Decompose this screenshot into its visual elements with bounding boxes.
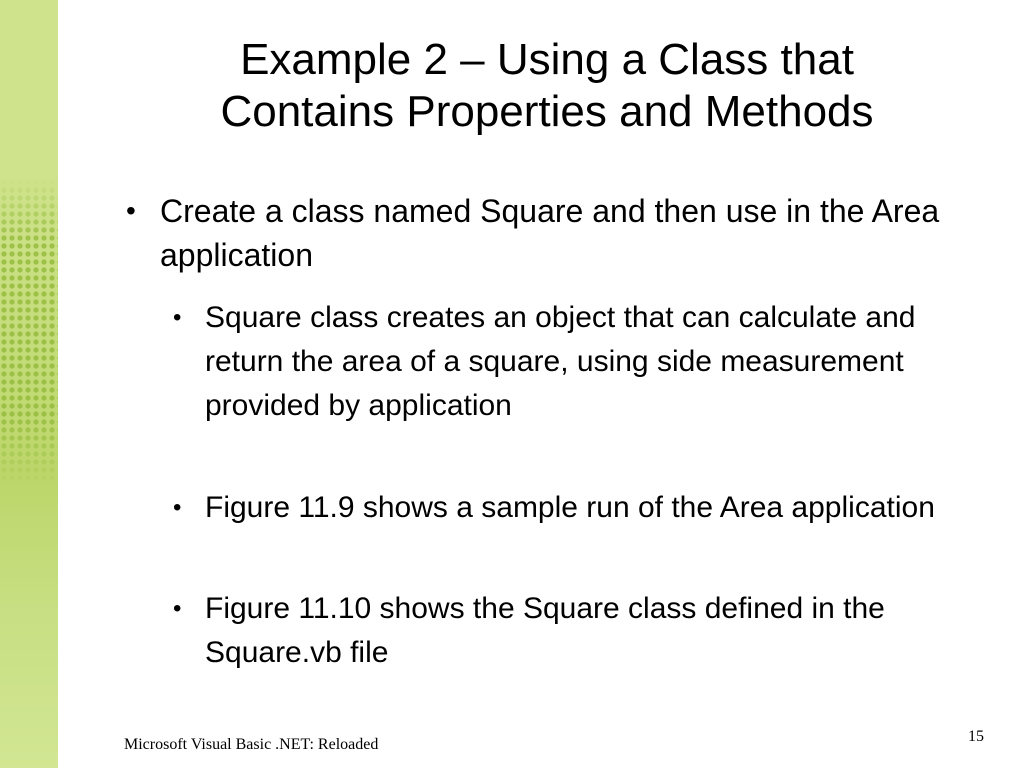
footer-text: Microsoft Visual Basic .NET: Reloaded	[124, 736, 379, 753]
bullet-marker: •	[126, 195, 136, 226]
title-line-2: Contains Properties and Methods	[220, 87, 874, 136]
sub-bullet-figure-11-10: Figure 11.10 shows the Square class defined in the Square.vb file	[205, 592, 885, 669]
sub-bullet-square-class: Square class creates an object that can calculate and return the area of a square, using side measurement provided by application	[205, 301, 916, 422]
sub-bullet-marker: •	[173, 494, 182, 521]
sub-bullet-figure-11-9: Figure 11.9 shows a sample run of the Area application	[205, 491, 935, 524]
sub-bullet-marker: •	[173, 595, 182, 622]
sub-bullet-marker: •	[173, 304, 182, 331]
title-line-1: Example 2 – Using a Class that	[240, 35, 854, 84]
page-number: 15	[968, 728, 984, 745]
bullet-main: Create a class named Square and then use in the Area application	[160, 193, 940, 273]
